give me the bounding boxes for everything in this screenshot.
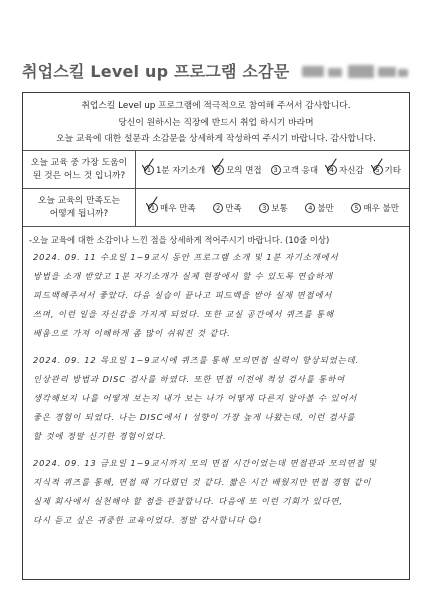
intro-line: 오늘 교육에 대한 설문과 소감문을 상세하게 작성하여 주시기 바랍니다. 감사합니다. [56,134,376,144]
option-label: 기타 [384,165,401,176]
question-text: 오늘 교육 중 가장 도움이 [30,157,128,168]
option-number: 3 [259,203,269,213]
option-number: 1 [144,165,154,175]
option-label: 고객 응대 [282,165,319,176]
option-self-introduction [144,164,205,176]
option-other [373,164,401,176]
essay-prompt: -오늘 교육에 대한 소감이나 느낀 점을 상세하게 적어주시기 바랍니다. (10줄 이상) [29,235,330,245]
survey-row-satisfaction [23,189,409,227]
option-number: 3 [271,165,281,175]
question-text: 오늘 교육의 만족도는 [37,195,121,206]
option-very-dissatisfied [351,202,399,214]
survey-row-most-helpful [23,151,409,189]
essay-line: 2024. 09. 11 수요일 1~9교시 동안 프로그램 소개 및 1분 자기소개에서 [33,252,339,262]
essay-line: 방법을 소개 받았고 1분 자기소개가 실제 현장에서 할 수 있도록 연습하게 [33,271,334,281]
option-number: 2 [214,165,224,175]
option-neutral [259,202,287,214]
option-dissatisfied [305,202,333,214]
document-title: 취업스킬 Level up 프로그램 소감문 [22,62,290,81]
essay-line: 쓰며, 이런 일을 자신감을 가지게 되었다. 또한 교실 공간에서 퀴즈를 통해 [33,309,334,319]
option-mock-interview [214,164,262,176]
option-label: 매우 불만 [363,203,399,214]
check-mark-icon [141,158,154,172]
question-text: 된 것은 어느 것 입니까? [32,170,126,181]
question-cell [23,151,136,188]
essay-line: 배움으로 가져 이해하게 좀 많이 쉬워진 것 같다. [33,328,231,338]
option-number: 4 [305,203,315,213]
essay-line: 피드백해주셔서 좋았다. 다음 실습이 끝나고 피드백을 받아 실제 면접에서 [33,290,333,300]
intro-line: 당신이 원하시는 직장에 반드시 취업 하시기 바라며 [118,117,314,128]
option-label: 만족 [225,203,242,214]
option-label: 1분 자기소개 [156,165,206,176]
feedback-form [22,92,410,580]
option-label: 매우 만족 [160,203,196,214]
question-cell [23,189,136,226]
intro-line: 취업스킬 Level up 프로그램에 적극적으로 참여해 주셔서 감사합니다. [81,101,351,111]
option-number: 4 [327,165,337,175]
essay-line: 좋은 경험이 되었다. 나는 DISC에서 I 성향이 가장 높게 나왔는데, 이런 검사를 [33,412,356,422]
options-cell [136,189,409,226]
essay-line: 다시 듣고 싶은 귀중한 교육이었다. 정말 감사합니다 ☺! [33,515,263,525]
option-number: 2 [213,203,223,213]
check-mark-icon [324,158,337,172]
question-text: 어떻게 됩니까? [49,208,109,219]
options-cell [136,151,409,188]
essay-line: 2024. 09. 13 금요일 1~9교시까지 모의 면접 시간이었는데 면접관과 모의면접 및 [33,458,377,468]
redacted-name [300,63,410,81]
option-number: 5 [351,203,361,213]
essay-line: 인상관리 방법과 DISC 검사를 하였다. 또한 면접 이전에 적성 검사를 통하여 [33,374,346,384]
essay-line: 2024. 09. 12 목요일 1~9교시에 퀴즈를 통해 모의면접 실력이 향상되었는데. [33,355,360,365]
option-label: 자신감 [338,165,364,176]
check-mark-icon [145,196,158,210]
essay-line: 생각해보지 나를 어떻게 보는지 내가 보는 나가 어떻게 다른지 알아볼 수 있어서 [33,393,358,403]
intro-section [23,93,409,151]
option-label: 모의 면접 [226,165,262,176]
essay-line: 할 것에 정말 신기한 경험이었다. [33,431,167,441]
option-very-satisfied [148,202,196,214]
option-satisfied [213,202,241,214]
option-label: 보통 [271,203,288,214]
essay-line: 실제 회사에서 실천해야 할 점을 관찰합니다. 다음에 또 이런 기회가 있다면, [33,496,343,506]
check-mark-icon [370,158,383,172]
essay-line: 지식적 퀴즈를 통해, 면접 때 기다렸던 것 같다. 짧은 시간 배웠지만 면접 경험 같이 [33,477,372,487]
option-number: 1 [148,203,158,213]
check-mark-icon [211,158,224,172]
option-label: 불만 [317,203,334,214]
option-number: 5 [373,165,383,175]
handwritten-essay [33,248,403,530]
option-customer-service [271,164,319,176]
option-confidence [327,164,364,176]
